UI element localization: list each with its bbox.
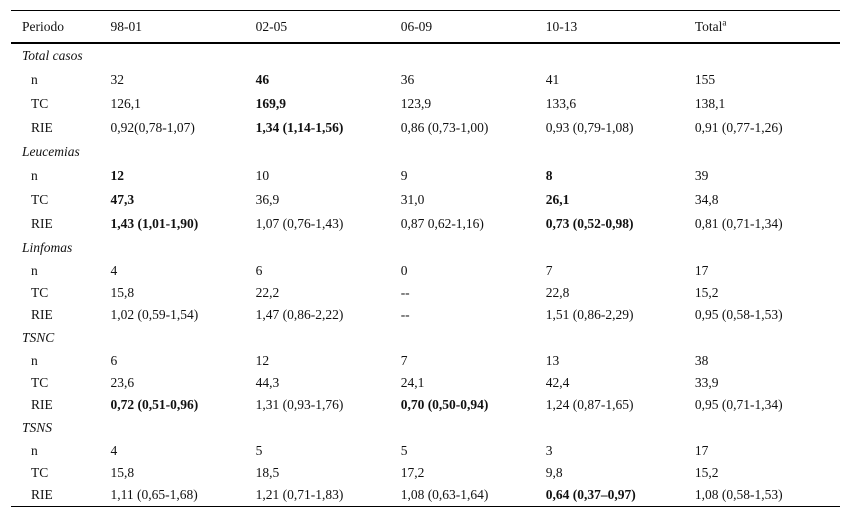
table-row <box>11 188 840 212</box>
table-row <box>11 440 840 462</box>
table-cell: 0,81 (0,71-1,34) <box>694 216 783 231</box>
table-cell: 9,8 <box>545 465 563 480</box>
header-row <box>11 11 840 44</box>
group-title: Linfomas <box>22 240 73 255</box>
table-cell: 42,4 <box>545 375 570 390</box>
table-row <box>11 212 840 236</box>
table-cell: 47,3 <box>110 192 135 207</box>
table-cell: 0,93 (0,79-1,08) <box>545 120 634 135</box>
table-row <box>11 350 840 372</box>
table-row <box>11 68 840 92</box>
table-cell: 0,70 (0,50-0,94) <box>400 397 489 412</box>
header-total-footnote: a <box>722 17 727 27</box>
table-cell: 0,95 (0,71-1,34) <box>694 397 783 412</box>
table-cell: 0 <box>400 263 408 278</box>
group-row <box>11 43 840 68</box>
table-cell: 5 <box>400 443 408 458</box>
table-cell: 0,86 (0,73-1,00) <box>400 120 489 135</box>
incidence-table <box>11 10 840 507</box>
table-row <box>11 304 840 326</box>
table-cell: 126,1 <box>110 96 141 111</box>
table-cell: 1,08 (0,63-1,64) <box>401 484 546 507</box>
table-cell: 22,8 <box>545 285 570 300</box>
table-cell: 5 <box>255 443 263 458</box>
header-col-10-13: 10-13 <box>546 11 695 44</box>
table-cell: 36 <box>400 72 415 87</box>
table-cell: 46 <box>255 72 270 87</box>
table-cell: 23,6 <box>110 375 135 390</box>
row-label: n <box>31 353 38 368</box>
table-cell: 1,11 (0,65-1,68) <box>110 484 255 507</box>
table-cell: 15,8 <box>110 465 135 480</box>
row-label: RIE <box>31 397 53 412</box>
table-cell: 133,6 <box>545 96 577 111</box>
row-label: n <box>31 263 38 278</box>
table-cell: 9 <box>400 168 408 183</box>
table-cell: 1,34 (1,14-1,56) <box>255 120 344 135</box>
table-cell: 169,9 <box>255 96 286 111</box>
table-cell: 123,9 <box>400 96 432 111</box>
group-title: Leucemias <box>22 144 80 159</box>
group-row <box>11 416 840 440</box>
row-label: n <box>31 72 38 87</box>
table-cell: 39 <box>694 168 709 183</box>
header-col-98-01: 98-01 <box>110 11 255 44</box>
table-cell: 6 <box>110 353 118 368</box>
table-cell: 44,3 <box>255 375 280 390</box>
data-table-container <box>11 10 840 507</box>
table-cell: -- <box>400 307 410 322</box>
table-cell: 12 <box>110 168 124 183</box>
table-row <box>11 116 840 140</box>
table-cell: 17,2 <box>400 465 425 480</box>
table-cell: 0,72 (0,51-0,96) <box>110 397 199 412</box>
row-label: TC <box>31 192 49 207</box>
table-cell: 1,02 (0,59-1,54) <box>110 307 199 322</box>
table-cell: 18,5 <box>255 465 280 480</box>
table-cell: 17 <box>694 263 709 278</box>
header-col-total <box>695 11 840 44</box>
table-row <box>11 372 840 394</box>
row-label: TC <box>31 96 49 111</box>
table-cell: 0,92(0,78-1,07) <box>110 120 195 135</box>
table-cell: 1,31 (0,93-1,76) <box>255 397 344 412</box>
table-cell: 3 <box>545 443 553 458</box>
row-label: TC <box>31 465 49 480</box>
table-cell: 1,47 (0,86-2,22) <box>255 307 344 322</box>
row-label: RIE <box>31 216 53 231</box>
table-row <box>11 92 840 116</box>
table-row <box>11 260 840 282</box>
table-row <box>11 394 840 416</box>
table-cell: 12 <box>255 353 270 368</box>
table-cell: 36,9 <box>255 192 280 207</box>
header-col-02-05: 02-05 <box>256 11 401 44</box>
table-cell: 17 <box>694 443 709 458</box>
table-cell: 1,51 (0,86-2,29) <box>545 307 634 322</box>
table-cell: 7 <box>545 263 553 278</box>
table-cell: 31,0 <box>400 192 425 207</box>
group-title: Total casos <box>22 48 83 63</box>
table-cell: 1,24 (0,87-1,65) <box>545 397 634 412</box>
table-cell: 4 <box>110 263 118 278</box>
group-title: TSNC <box>22 330 55 345</box>
table-body <box>11 43 840 507</box>
row-label: n <box>31 443 38 458</box>
table-cell: 26,1 <box>545 192 570 207</box>
table-cell: 38 <box>694 353 709 368</box>
row-label: TC <box>31 375 49 390</box>
table-cell: 0,64 (0,37–0,97) <box>546 484 695 507</box>
table-cell: 138,1 <box>694 96 726 111</box>
table-cell: 6 <box>255 263 263 278</box>
group-title: TSNS <box>22 420 53 435</box>
table-cell: 4 <box>110 443 118 458</box>
table-row <box>11 282 840 304</box>
table-header <box>11 11 840 44</box>
table-row <box>11 164 840 188</box>
group-row <box>11 326 840 350</box>
table-cell: 34,8 <box>694 192 719 207</box>
header-total-label: Total <box>694 18 723 34</box>
row-label: RIE <box>31 120 53 135</box>
table-cell: 1,07 (0,76-1,43) <box>255 216 344 231</box>
header-periodo: Periodo <box>11 11 110 44</box>
row-label: RIE <box>31 307 53 322</box>
table-row <box>11 484 840 507</box>
row-label: RIE <box>11 484 110 507</box>
table-cell: 15,8 <box>110 285 135 300</box>
table-cell: 0,87 0,62-1,16) <box>400 216 484 231</box>
group-row <box>11 140 840 164</box>
table-cell: 0,91 (0,77-1,26) <box>694 120 783 135</box>
table-cell: 1,21 (0,71-1,83) <box>256 484 401 507</box>
row-label: TC <box>31 285 49 300</box>
table-cell: 32 <box>110 72 124 87</box>
table-cell: 0,95 (0,58-1,53) <box>694 307 783 322</box>
table-row <box>11 462 840 484</box>
table-cell: 41 <box>545 72 560 87</box>
table-cell: 0,73 (0,52-0,98) <box>545 216 634 231</box>
table-cell: 7 <box>400 353 408 368</box>
table-cell: 1,43 (1,01-1,90) <box>110 216 199 231</box>
table-cell: 8 <box>545 168 553 183</box>
table-cell: 1,08 (0,58-1,53) <box>695 484 840 507</box>
row-label: n <box>31 168 38 183</box>
table-cell: 15,2 <box>694 465 719 480</box>
table-cell: 13 <box>545 353 560 368</box>
group-row <box>11 236 840 260</box>
table-cell: 10 <box>255 168 270 183</box>
table-cell: 155 <box>694 72 716 87</box>
table-cell: 22,2 <box>255 285 280 300</box>
table-cell: 24,1 <box>400 375 425 390</box>
table-cell: 15,2 <box>694 285 719 300</box>
table-cell: 33,9 <box>694 375 719 390</box>
header-col-06-09: 06-09 <box>401 11 546 44</box>
table-cell: -- <box>400 285 410 300</box>
